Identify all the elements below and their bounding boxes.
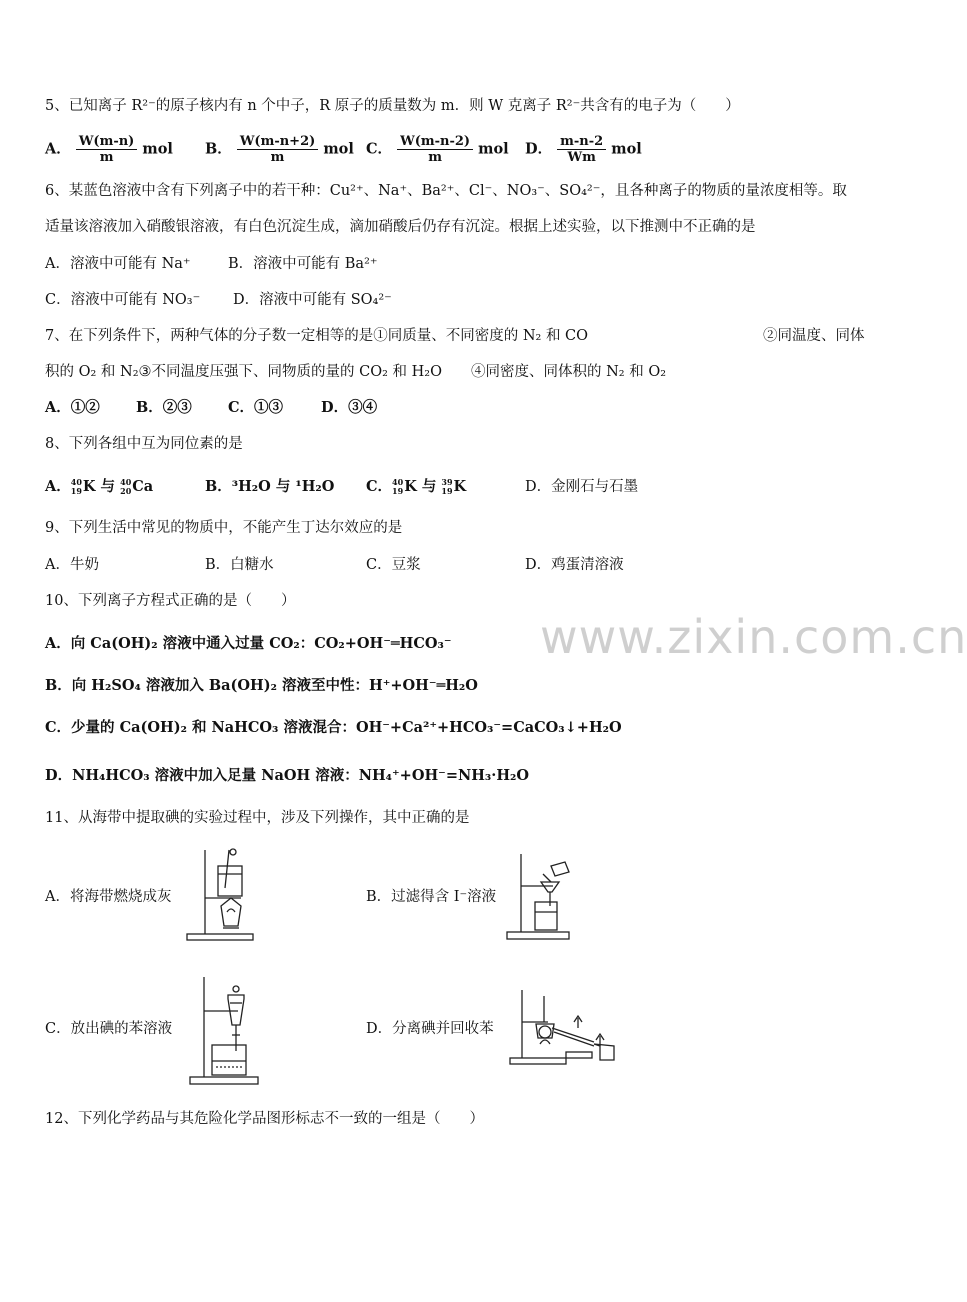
q10-option-b: B．向 H₂SO₄ 溶液加入 Ba(OH)₂ 溶液至中性：H⁺+OH⁻═H₂O bbox=[45, 677, 478, 694]
q7-option-d: D．③④ bbox=[321, 399, 378, 416]
q7-line-2: 积的 O₂ 和 N₂③不同温度压强下、同物质的量的 CO₂ 和 H₂O ④同密度、同体积的 N₂ 和 O₂ bbox=[45, 364, 667, 380]
q11-option-b: B．过滤得含 I⁻溶液 bbox=[366, 889, 497, 905]
q5-option-d: D． $\frac{m-n-2}{Wm}$ mol bbox=[525, 134, 642, 165]
q7-line-1a: 7、在下列条件下，两种气体的分子数一定相等的是①同质量、不同密度的 N₂ 和 CO bbox=[45, 328, 589, 344]
q12-stem: 12、下列化学药品与其危险化学品图形标志不一致的一组是（ ） bbox=[45, 1111, 484, 1127]
q11-option-d: D．分离碘并回收苯 bbox=[366, 1021, 494, 1037]
distillation-apparatus-icon bbox=[508, 988, 620, 1068]
q5-option-b: B． $\frac{W(m-n+2)}{m}$ mol bbox=[205, 134, 354, 165]
q8-option-a: A．40 19K 与 40 20Ca bbox=[45, 477, 154, 496]
q9-option-a: A．牛奶 bbox=[45, 557, 99, 573]
q6-line-1: 6、某蓝色溶液中含有下列离子中的若干种：Cu²⁺、Na⁺、Ba²⁺、Cl⁻、NO₃⁻、SO₄²⁻，且各种离子的物质的量浓度相等。取 bbox=[45, 183, 847, 199]
q7-option-a: A．①② bbox=[45, 399, 100, 416]
q9-option-d: D．鸡蛋清溶液 bbox=[525, 557, 624, 573]
burning-apparatus-icon bbox=[185, 846, 255, 942]
q5-stem: 5、已知离子 R²⁻的原子核内有 n 个中子，R 原子的质量数为 m．则 W 克离子 R²⁻共含有的电子为（ ） bbox=[45, 98, 740, 114]
watermark: www.zixin.com.cn bbox=[540, 610, 967, 664]
q9-stem: 9、下列生活中常见的物质中，不能产生丁达尔效应的是 bbox=[45, 520, 403, 536]
q10-option-c: C．少量的 Ca(OH)₂ 和 NaHCO₃ 溶液混合：OH⁻+Ca²⁺+HCO₃⁻=CaCO₃↓+H₂O bbox=[45, 719, 622, 736]
q8-stem: 8、下列各组中互为同位素的是 bbox=[45, 436, 243, 452]
q5-option-c: C． $\frac{W(m-n-2)}{m}$ mol bbox=[366, 134, 509, 165]
separatory-funnel-icon bbox=[188, 975, 260, 1087]
q8-option-d: D．金刚石与石墨 bbox=[525, 479, 639, 495]
q5-option-a: A． $\frac{W(m-n)}{m}$ mol bbox=[45, 134, 173, 165]
q6-line-2: 适量该溶液加入硝酸银溶液，有白色沉淀生成，滴加硝酸后仍存有沉淀。根据上述实验，以下推测中不正确的是 bbox=[45, 219, 756, 235]
q10-option-a: A．向 Ca(OH)₂ 溶液中通入过量 CO₂：CO₂+OH⁻═HCO₃⁻ bbox=[45, 635, 452, 652]
q10-option-d: D．NH₄HCO₃ 溶液中加入足量 NaOH 溶液：NH₄⁺+OH⁻=NH₃·H₂O bbox=[45, 767, 530, 784]
q6-option-a: A．溶液中可能有 Na⁺ bbox=[45, 256, 191, 272]
filtration-apparatus-icon bbox=[505, 852, 575, 942]
q8-option-c: C．40 19K 与 39 19K bbox=[366, 477, 467, 496]
q11-option-c: C．放出碘的苯溶液 bbox=[45, 1021, 173, 1037]
q6-option-c: C．溶液中可能有 NO₃⁻ bbox=[45, 292, 201, 308]
q10-stem: 10、下列离子方程式正确的是（ ） bbox=[45, 593, 296, 609]
q6-option-d: D．溶液中可能有 SO₄²⁻ bbox=[233, 292, 392, 308]
q8-option-b: B．³H₂O 与 ¹H₂O bbox=[205, 478, 335, 495]
q7-line-1b: ②同温度、同体 bbox=[763, 328, 865, 344]
q6-option-b: B．溶液中可能有 Ba²⁺ bbox=[228, 256, 378, 272]
q11-option-a: A．将海带燃烧成灰 bbox=[45, 889, 172, 905]
q7-option-b: B．②③ bbox=[136, 399, 192, 416]
q7-option-c: C．①③ bbox=[228, 399, 284, 416]
q9-option-b: B．白糖水 bbox=[205, 557, 274, 573]
q11-stem: 11、从海带中提取碘的实验过程中，涉及下列操作，其中正确的是 bbox=[45, 810, 470, 826]
q9-option-c: C．豆浆 bbox=[366, 557, 421, 573]
